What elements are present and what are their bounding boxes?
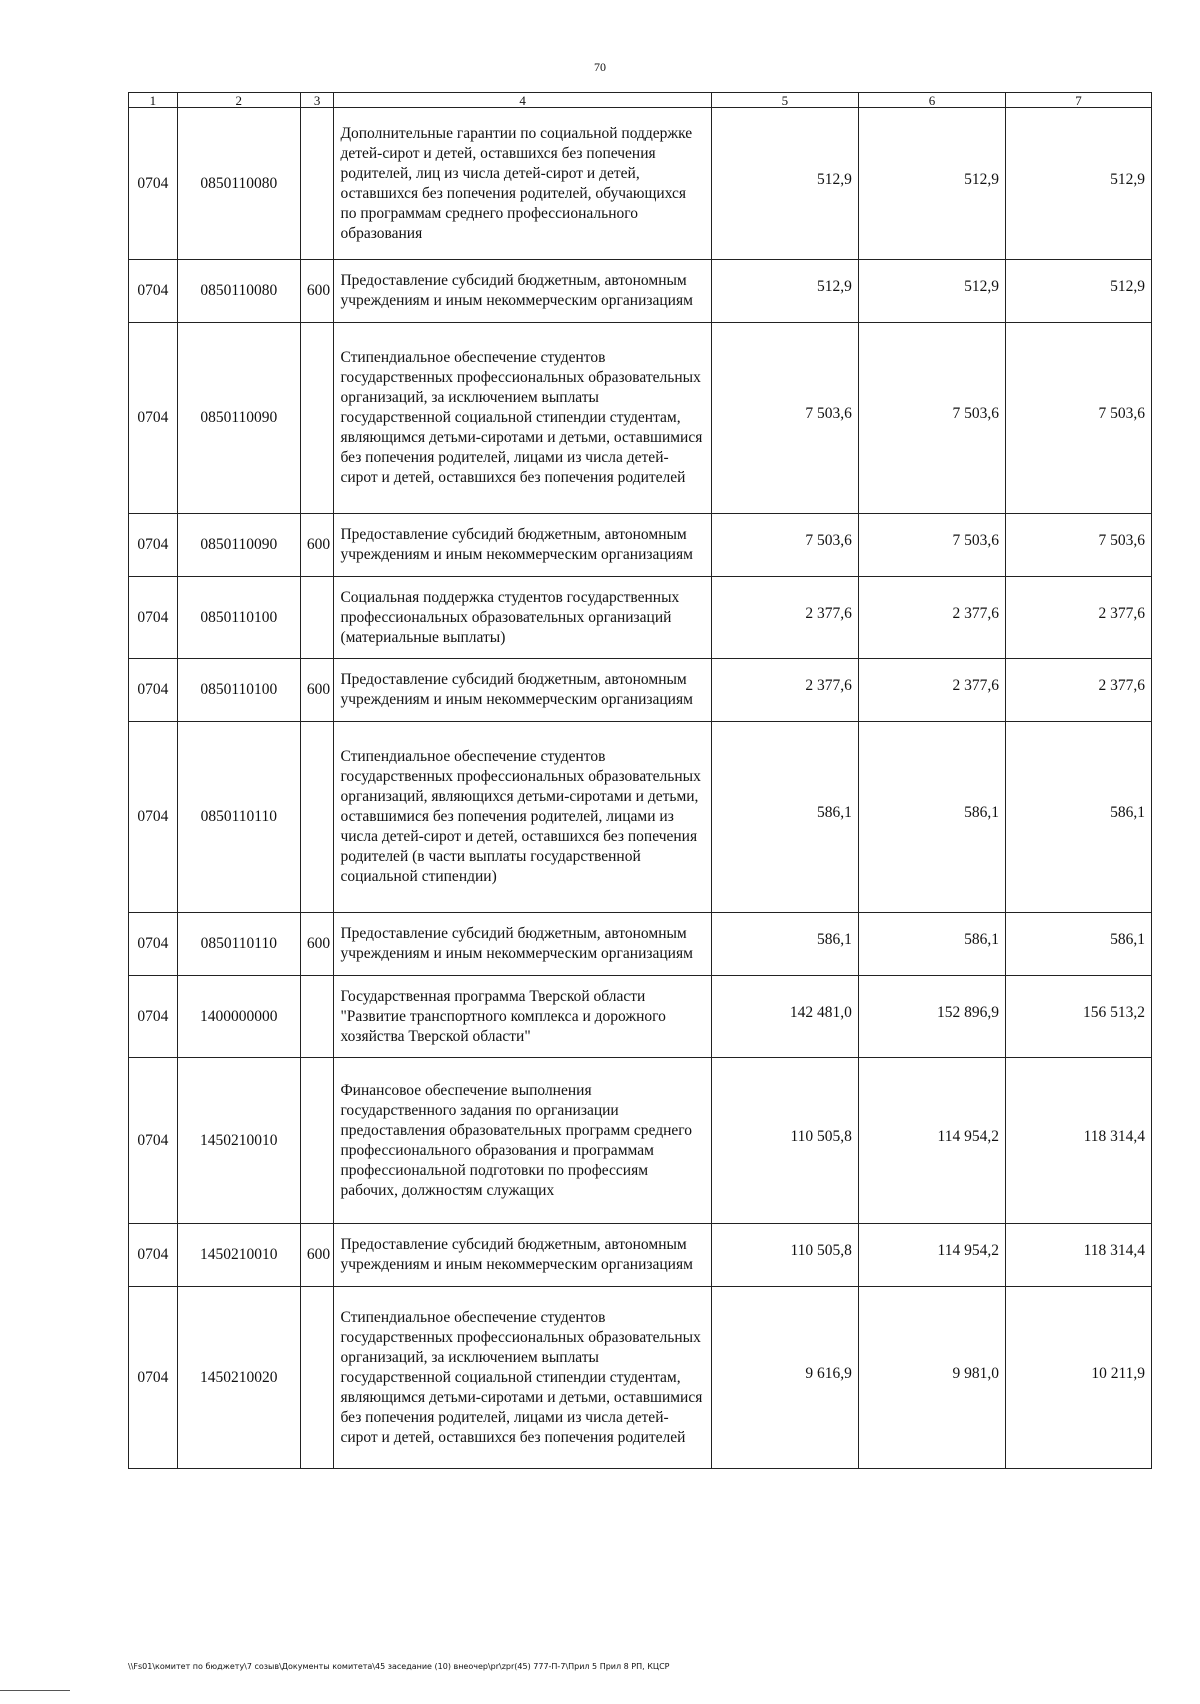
amount-col5-cell	[711, 108, 858, 260]
amount-col6-cell	[858, 722, 1005, 913]
amount-value: 586,1	[964, 931, 999, 948]
amount-value: 2 377,6	[805, 604, 852, 622]
expense-type-cell	[300, 323, 334, 514]
table-body	[129, 108, 1152, 1469]
amount-value: 2 377,6	[1098, 677, 1145, 694]
target-article-cell: 0850110100	[177, 577, 300, 659]
amount-col6-cell	[858, 913, 1005, 976]
expense-type-cell	[300, 1058, 334, 1224]
description-cell: Предоставление субсидий бюджетным, автономным учреждениям и иным некоммерческим организациям	[334, 1224, 711, 1287]
description-cell: Предоставление субсидий бюджетным, автономным учреждениям и иным некоммерческим организациям	[334, 913, 711, 976]
scan-edge-line	[0, 1690, 70, 1691]
target-article-cell: 1450210020	[177, 1287, 300, 1469]
budget-table	[128, 92, 1152, 1469]
description-cell: Стипендиальное обеспечение студентов государственных профессиональных образовательных организаций, за исключением выплаты государственной социальной стипендии студентам, являющимся детьми-сиротами и детьми, оставшимися без попечения родителей, лицами из числа детей-сирот и детей, оставшихся без попечения родителей	[334, 1287, 711, 1469]
table-row	[129, 260, 1152, 323]
amount-value: 9 981,0	[952, 1364, 999, 1382]
amount-col5-cell	[711, 323, 858, 514]
amount-col5-cell	[711, 976, 858, 1058]
column-header: 3	[300, 93, 334, 108]
amount-col7-cell	[1005, 260, 1151, 323]
description-cell: Государственная программа Тверской области "Развитие транспортного комплекса и дорожного хозяйства Тверской области"	[334, 976, 711, 1058]
table-row	[129, 514, 1152, 577]
section-code-cell: 0704	[129, 514, 178, 577]
amount-col5-cell	[711, 1287, 858, 1469]
amount-value: 156 513,2	[1083, 1003, 1145, 1021]
table-row	[129, 108, 1152, 260]
amount-value: 586,1	[1110, 804, 1145, 821]
expense-type-cell: 600	[300, 1224, 334, 1287]
expense-type-cell	[300, 722, 334, 913]
expense-type-cell	[300, 108, 334, 260]
description-cell: Стипендиальное обеспечение студентов государственных профессиональных образовательных организаций, являющихся детьми-сиротами и детьми, оставшимися без попечения родителей, лицами из числа детей-сирот и детей, оставшихся без попечения родителей (в части выплаты государственной социальной стипендии)	[334, 722, 711, 913]
description-cell: Финансовое обеспечение выполнения государственного задания по организации предоставления образовательных программ среднего профессионального образования и программам профессиональной подготовки по профессиям рабочих, должностям служащих	[334, 1058, 711, 1224]
description-cell: Дополнительные гарантии по социальной поддержке детей-сирот и детей, оставшихся без попечения родителей, лиц из числа детей-сирот и детей, оставшихся без попечения родителей, обучающихся по программам среднего профессионального образования	[334, 108, 711, 260]
amount-value: 586,1	[817, 931, 852, 948]
amount-value: 152 896,9	[936, 1003, 999, 1021]
amount-col5-cell	[711, 514, 858, 577]
target-article-cell: 0850110080	[177, 108, 300, 260]
section-code-cell: 0704	[129, 913, 178, 976]
amount-value: 586,1	[817, 804, 852, 821]
expense-type-cell	[300, 976, 334, 1058]
amount-col7-cell	[1005, 1287, 1151, 1469]
table-row	[129, 722, 1152, 913]
section-code-cell: 0704	[129, 323, 178, 514]
amount-value: 7 503,6	[1098, 532, 1145, 549]
target-article-cell: 1450210010	[177, 1058, 300, 1224]
amount-value: 512,9	[817, 278, 852, 295]
section-code-cell: 0704	[129, 1287, 178, 1469]
expense-type-cell: 600	[300, 913, 334, 976]
amount-value: 7 503,6	[1098, 405, 1145, 422]
amount-value: 512,9	[964, 278, 999, 295]
amount-col5-cell	[711, 722, 858, 913]
amount-col7-cell	[1005, 108, 1151, 260]
table-row	[129, 1224, 1152, 1287]
table-row	[129, 976, 1152, 1058]
amount-value: 10 211,9	[1091, 1364, 1145, 1382]
amount-col6-cell	[858, 260, 1005, 323]
table-row	[129, 659, 1152, 722]
amount-col7-cell	[1005, 1058, 1151, 1224]
section-code-cell: 0704	[129, 659, 178, 722]
expense-type-cell: 600	[300, 659, 334, 722]
amount-col6-cell	[858, 1287, 1005, 1469]
column-header: 2	[177, 93, 300, 108]
amount-value: 512,9	[1110, 170, 1145, 188]
amount-col7-cell	[1005, 976, 1151, 1058]
amount-value: 118 314,4	[1083, 1127, 1145, 1145]
amount-col7-cell	[1005, 659, 1151, 722]
amount-col7-cell	[1005, 913, 1151, 976]
section-code-cell: 0704	[129, 976, 178, 1058]
amount-col7-cell	[1005, 577, 1151, 659]
amount-value: 512,9	[1110, 278, 1145, 295]
amount-col6-cell	[858, 108, 1005, 260]
footer-file-path: \\Fs01\комитет по бюджету\7 созыв\Документы комитета\45 заседание (10) внеочер\pr\zpr(45) 777-П-7\Прил 5 Прил 8 РП, КЦСР	[128, 1662, 670, 1671]
description-cell: Предоставление субсидий бюджетным, автономным учреждениям и иным некоммерческим организациям	[334, 514, 711, 577]
amount-col6-cell	[858, 323, 1005, 514]
amount-value: 114 954,2	[937, 1127, 999, 1145]
section-code-cell: 0704	[129, 577, 178, 659]
amount-col7-cell	[1005, 323, 1151, 514]
section-code-cell: 0704	[129, 1058, 178, 1224]
column-header: 1	[129, 93, 178, 108]
amount-value: 2 377,6	[952, 604, 999, 622]
amount-value: 586,1	[1110, 931, 1145, 948]
amount-value: 512,9	[817, 170, 852, 188]
amount-col6-cell	[858, 976, 1005, 1058]
description-cell: Предоставление субсидий бюджетным, автономным учреждениям и иным некоммерческим организациям	[334, 260, 711, 323]
column-header: 5	[711, 93, 858, 108]
section-code-cell: 0704	[129, 260, 178, 323]
table-row	[129, 913, 1152, 976]
amount-value: 9 616,9	[805, 1364, 852, 1382]
target-article-cell: 0850110100	[177, 659, 300, 722]
amount-col6-cell	[858, 577, 1005, 659]
amount-col5-cell	[711, 1224, 858, 1287]
amount-col6-cell	[858, 1224, 1005, 1287]
section-code-cell: 0704	[129, 1224, 178, 1287]
amount-value: 2 377,6	[1098, 604, 1145, 622]
amount-value: 7 503,6	[952, 532, 999, 549]
amount-value: 512,9	[964, 170, 999, 188]
target-article-cell: 0850110090	[177, 323, 300, 514]
page-number: 70	[594, 60, 606, 74]
expense-type-cell: 600	[300, 514, 334, 577]
amount-col5-cell	[711, 260, 858, 323]
amount-col5-cell	[711, 913, 858, 976]
description-cell: Социальная поддержка студентов государственных профессиональных образовательных организаций (материальные выплаты)	[334, 577, 711, 659]
amount-col5-cell	[711, 577, 858, 659]
amount-value: 110 505,8	[790, 1127, 852, 1145]
section-code-cell: 0704	[129, 108, 178, 260]
target-article-cell: 0850110090	[177, 514, 300, 577]
amount-col6-cell	[858, 514, 1005, 577]
table-row	[129, 323, 1152, 514]
expense-type-cell	[300, 1287, 334, 1469]
column-header: 4	[334, 93, 711, 108]
amount-value: 586,1	[964, 804, 999, 821]
amount-value: 114 954,2	[937, 1242, 999, 1259]
target-article-cell: 1400000000	[177, 976, 300, 1058]
target-article-cell: 0850110080	[177, 260, 300, 323]
amount-value: 142 481,0	[789, 1003, 852, 1021]
target-article-cell: 1450210010	[177, 1224, 300, 1287]
amount-col7-cell	[1005, 722, 1151, 913]
table-header-row	[129, 93, 1152, 108]
amount-value: 2 377,6	[805, 677, 852, 694]
amount-col7-cell	[1005, 514, 1151, 577]
target-article-cell: 0850110110	[177, 722, 300, 913]
amount-value: 7 503,6	[805, 405, 852, 422]
amount-value: 110 505,8	[790, 1242, 852, 1259]
amount-value: 7 503,6	[805, 532, 852, 549]
amount-col5-cell	[711, 1058, 858, 1224]
target-article-cell: 0850110110	[177, 913, 300, 976]
amount-value: 118 314,4	[1083, 1242, 1145, 1259]
column-header: 6	[858, 93, 1005, 108]
amount-value: 2 377,6	[952, 677, 999, 694]
expense-type-cell: 600	[300, 260, 334, 323]
section-code-cell: 0704	[129, 722, 178, 913]
description-cell: Предоставление субсидий бюджетным, автономным учреждениям и иным некоммерческим организациям	[334, 659, 711, 722]
table-row	[129, 1058, 1152, 1224]
column-header: 7	[1005, 93, 1151, 108]
amount-col6-cell	[858, 1058, 1005, 1224]
amount-col5-cell	[711, 659, 858, 722]
amount-value: 7 503,6	[952, 405, 999, 422]
description-cell: Стипендиальное обеспечение студентов государственных профессиональных образовательных организаций, за исключением выплаты государственной социальной стипендии студентам, являющимся детьми-сиротами и детьми, оставшимися без попечения родителей, лицами из числа детей-сирот и детей, оставшихся без попечения родителей	[334, 323, 711, 514]
table-row	[129, 577, 1152, 659]
amount-col7-cell	[1005, 1224, 1151, 1287]
table-row	[129, 1287, 1152, 1469]
expense-type-cell	[300, 577, 334, 659]
amount-col6-cell	[858, 659, 1005, 722]
